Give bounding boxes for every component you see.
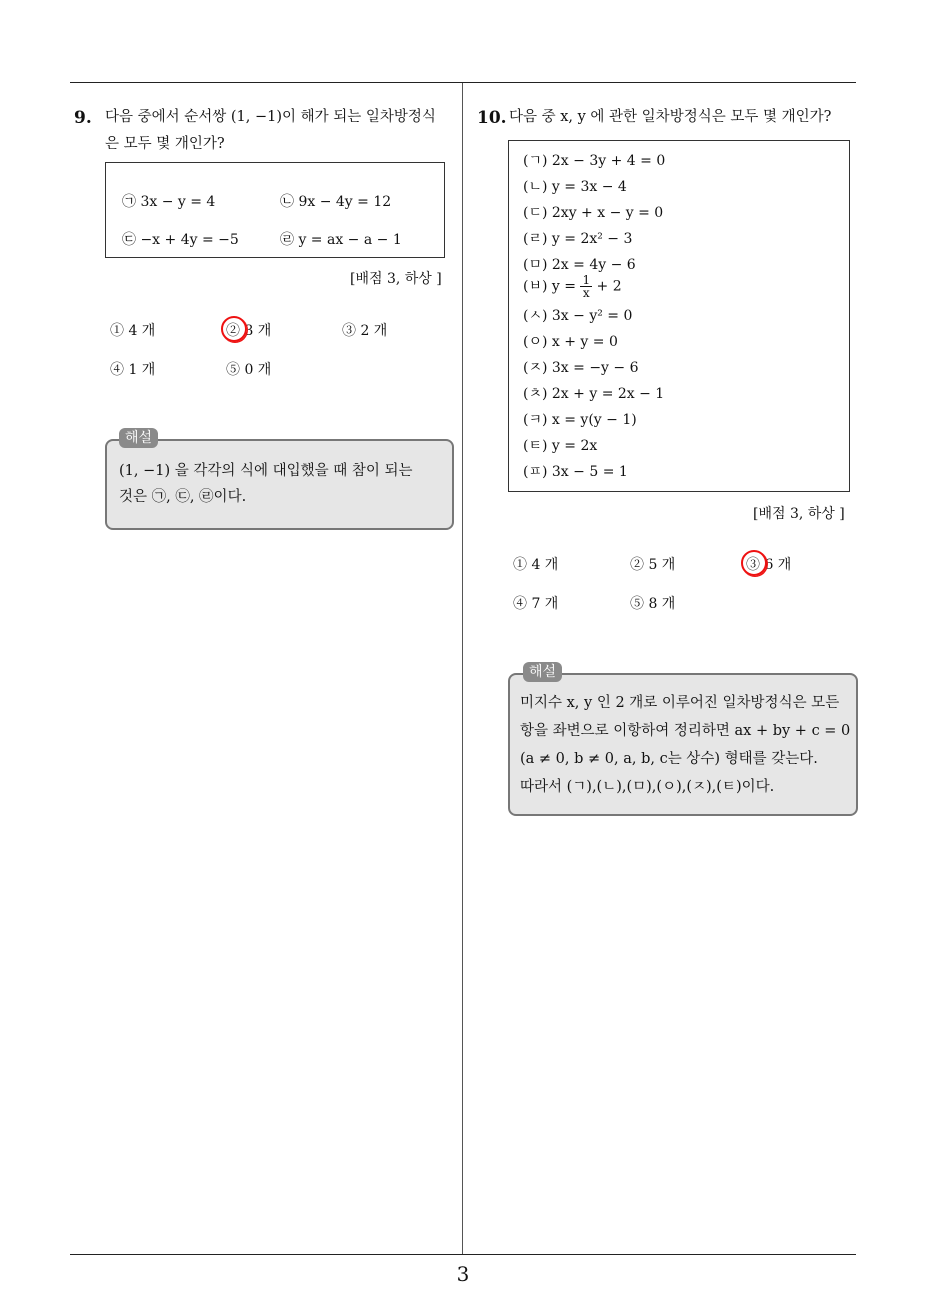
equation-item: (ㄷ) 2xy + x − y = 0 xyxy=(523,205,664,221)
choice-1[interactable]: ① 4 개 xyxy=(110,323,156,339)
equation-list-box xyxy=(508,140,850,492)
solution-box xyxy=(105,439,454,530)
equation-item-fraction xyxy=(523,274,622,299)
equation-item: ㉢ −x + 4y = −5 xyxy=(122,232,239,248)
column-divider xyxy=(462,83,463,1255)
fraction xyxy=(580,274,592,299)
choice-2[interactable]: ② 3 개 xyxy=(226,323,272,339)
equation-item: (ㅇ) x + y = 0 xyxy=(523,334,618,350)
page-number: 3 xyxy=(456,1262,470,1286)
choice-3[interactable]: ③ 6 개 xyxy=(746,557,792,573)
choice-5[interactable]: ⑤ 0 개 xyxy=(226,362,272,378)
bottom-rule xyxy=(70,1254,856,1255)
choice-1[interactable]: ① 4 개 xyxy=(513,557,559,573)
choice-4[interactable]: ④ 7 개 xyxy=(513,596,559,612)
fraction-suffix: + 2 xyxy=(596,278,622,295)
equation-item: (ㅌ) y = 2x xyxy=(523,438,598,454)
question-text-line2: 은 모두 몇 개인가? xyxy=(105,136,225,152)
score-label: [배점 3, 하상 ] xyxy=(753,506,845,522)
solution-text-line: 항을 좌변으로 이항하여 정리하면 ax + by + c = 0 xyxy=(520,723,851,739)
choice-3[interactable]: ③ 2 개 xyxy=(342,323,388,339)
equation-item: (ㅈ) 3x = −y − 6 xyxy=(523,360,639,376)
question-number: 9. xyxy=(74,108,92,128)
solution-tag: 해설 xyxy=(523,662,562,682)
equation-item: (ㄱ) 2x − 3y + 4 = 0 xyxy=(523,153,666,169)
fraction-prefix: (ㅂ) y = xyxy=(523,278,576,295)
equation-item: (ㅅ) 3x − y² = 0 xyxy=(523,308,633,324)
fraction-denominator: x xyxy=(582,286,590,300)
solution-tag: 해설 xyxy=(119,428,158,448)
equation-item: (ㅁ) 2x = 4y − 6 xyxy=(523,257,636,273)
equation-item: ㉠ 3x − y = 4 xyxy=(122,194,216,210)
solution-box xyxy=(508,673,858,816)
equation-item: ㉣ y = ax − a − 1 xyxy=(280,232,402,248)
solution-text-line: (a ≠ 0, b ≠ 0, a, b, c는 상수) 형태를 갖는다. xyxy=(520,751,818,767)
equation-item: ㉡ 9x − 4y = 12 xyxy=(280,194,392,210)
choice-5[interactable]: ⑤ 8 개 xyxy=(630,596,676,612)
choice-4[interactable]: ④ 1 개 xyxy=(110,362,156,378)
question-number: 10. xyxy=(477,108,507,128)
score-label: [배점 3, 하상 ] xyxy=(350,271,442,287)
equation-box xyxy=(105,162,445,258)
solution-text-line: 미지수 x, y 인 2 개로 이루어진 일차방정식은 모든 xyxy=(520,695,840,711)
top-rule xyxy=(70,82,856,83)
answer-mark-circle xyxy=(741,550,767,576)
equation-item: (ㄹ) y = 2x² − 3 xyxy=(523,231,633,247)
equation-item: (ㅊ) 2x + y = 2x − 1 xyxy=(523,386,665,402)
equation-item: (ㄴ) y = 3x − 4 xyxy=(523,179,627,195)
choice-2[interactable]: ② 5 개 xyxy=(630,557,676,573)
equation-item: (ㅋ) x = y(y − 1) xyxy=(523,412,637,428)
answer-mark-circle xyxy=(221,316,247,342)
solution-text-line: 따라서 (ㄱ),(ㄴ),(ㅁ),(ㅇ),(ㅈ),(ㅌ)이다. xyxy=(520,779,775,795)
fraction-numerator: 1 xyxy=(582,273,591,287)
question-text-line1: 다음 중에서 순서쌍 (1, −1)이 해가 되는 일차방정식 xyxy=(105,109,436,125)
question-text: 다음 중 x, y 에 관한 일차방정식은 모두 몇 개인가? xyxy=(509,109,832,125)
solution-text-line1: (1, −1) 을 각각의 식에 대입했을 때 참이 되는 xyxy=(119,463,413,479)
solution-text-line2: 것은 ㉠, ㉢, ㉣이다. xyxy=(119,489,247,505)
equation-item: (ㅍ) 3x − 5 = 1 xyxy=(523,464,628,480)
